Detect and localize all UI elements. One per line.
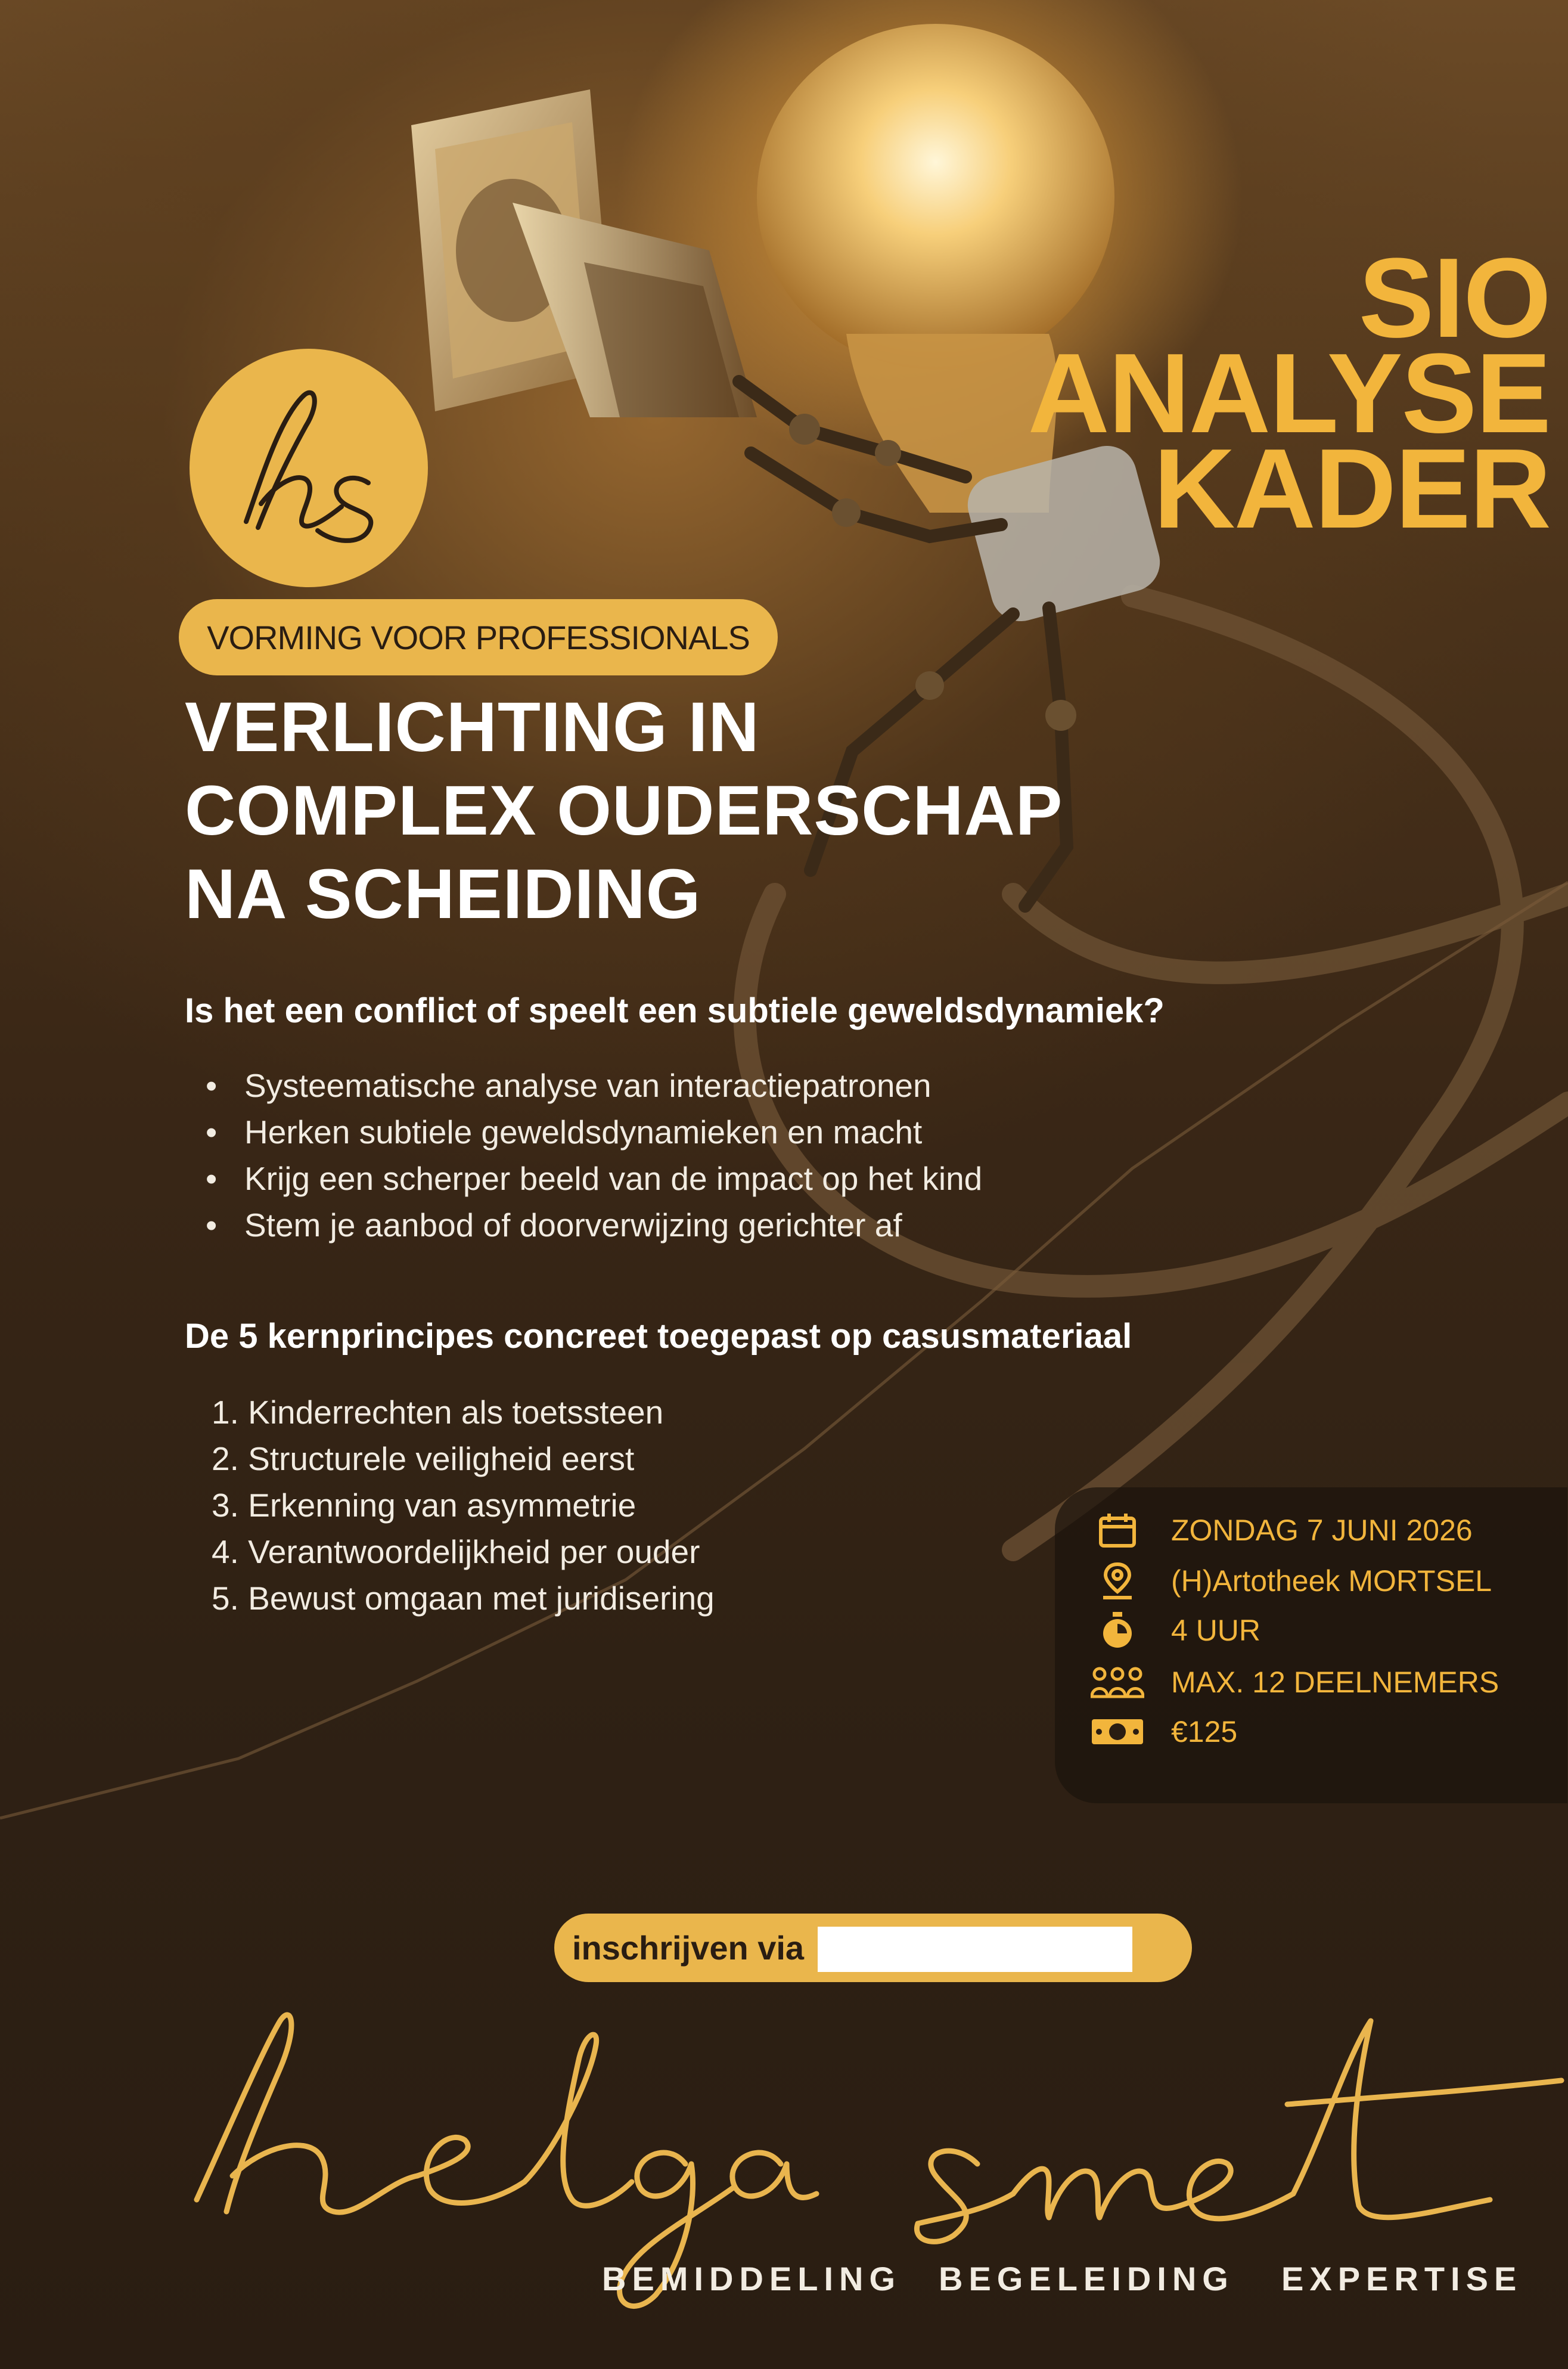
event-location: (H)Artotheek MORTSEL [1171, 1564, 1492, 1598]
principles-heading: De 5 kernprincipes concreet toegepast op casusmateriaal [185, 1317, 1132, 1356]
price-row [1091, 1713, 1237, 1751]
list-item: 3. Erkenning van asymmetrie [212, 1487, 636, 1524]
audience-label: VORMING VOOR PROFESSIONALS [207, 618, 750, 656]
benefits-list [203, 1062, 982, 1248]
list-item: • Systeematische analyse van interactiepatronen [203, 1062, 982, 1109]
list-item: 1. Kinderrechten als toetssteen [212, 1394, 664, 1431]
participants-row [1091, 1663, 1499, 1701]
question-heading: Is het een conflict of speelt een subtiele geweldsdynamiek? [185, 991, 1165, 1030]
signup-pill [554, 1914, 1192, 1982]
list-item: • Krijg een scherper beeld van de impact op het kind [203, 1155, 982, 1202]
main-title-line-2: COMPLEX OUDERSCHAP [185, 771, 1063, 850]
max-participants: MAX. 12 DEELNEMERS [1171, 1666, 1499, 1699]
audience-pill [179, 599, 778, 675]
location-pin-icon [1091, 1562, 1144, 1600]
sio-line-2: ANALYSE [1027, 330, 1550, 457]
money-icon [1091, 1713, 1144, 1751]
signup-link-field[interactable] [818, 1927, 1132, 1972]
hs-logo [190, 349, 428, 587]
sio-line-3: KADER [1153, 426, 1550, 552]
event-info-box [1055, 1487, 1567, 1803]
list-item: • Herken subtiele geweldsdynamieken en macht [203, 1109, 982, 1155]
tagline-begeleiding: BEGELEIDING [939, 2260, 1234, 2297]
list-item: 5. Bewust omgaan met juridisering [212, 1580, 715, 1617]
main-title-line-3: NA SCHEIDING [185, 855, 701, 934]
calendar-icon [1091, 1511, 1144, 1549]
hs-monogram-icon [190, 349, 428, 587]
sio-analyse-kader-title [1027, 235, 1550, 552]
stopwatch-icon [1091, 1611, 1144, 1649]
sio-line-1: SIO [1358, 235, 1550, 361]
main-title [185, 686, 1063, 936]
tagline-bemiddeling: BEMIDDELING [602, 2260, 901, 2297]
location-row [1091, 1562, 1492, 1600]
main-title-line-1: VERLICHTING IN [185, 688, 760, 767]
event-price: €125 [1171, 1715, 1238, 1748]
people-icon [1091, 1663, 1144, 1701]
duration-row [1091, 1611, 1260, 1649]
principles-list [212, 1389, 715, 1621]
event-date: ZONDAG 7 JUNI 2026 [1171, 1514, 1473, 1547]
list-item: • Stem je aanbod of doorverwijzing gerichter af [203, 1202, 982, 1248]
list-item: 4. Verantwoordelijkheid per ouder [212, 1533, 700, 1570]
signup-label: inschrijven via [572, 1929, 805, 1967]
date-row [1091, 1511, 1473, 1549]
event-duration: 4 UUR [1171, 1614, 1261, 1647]
tagline-expertise: EXPERTISE [1281, 2260, 1523, 2297]
list-item: 2. Structurele veiligheid eerst [212, 1440, 635, 1477]
